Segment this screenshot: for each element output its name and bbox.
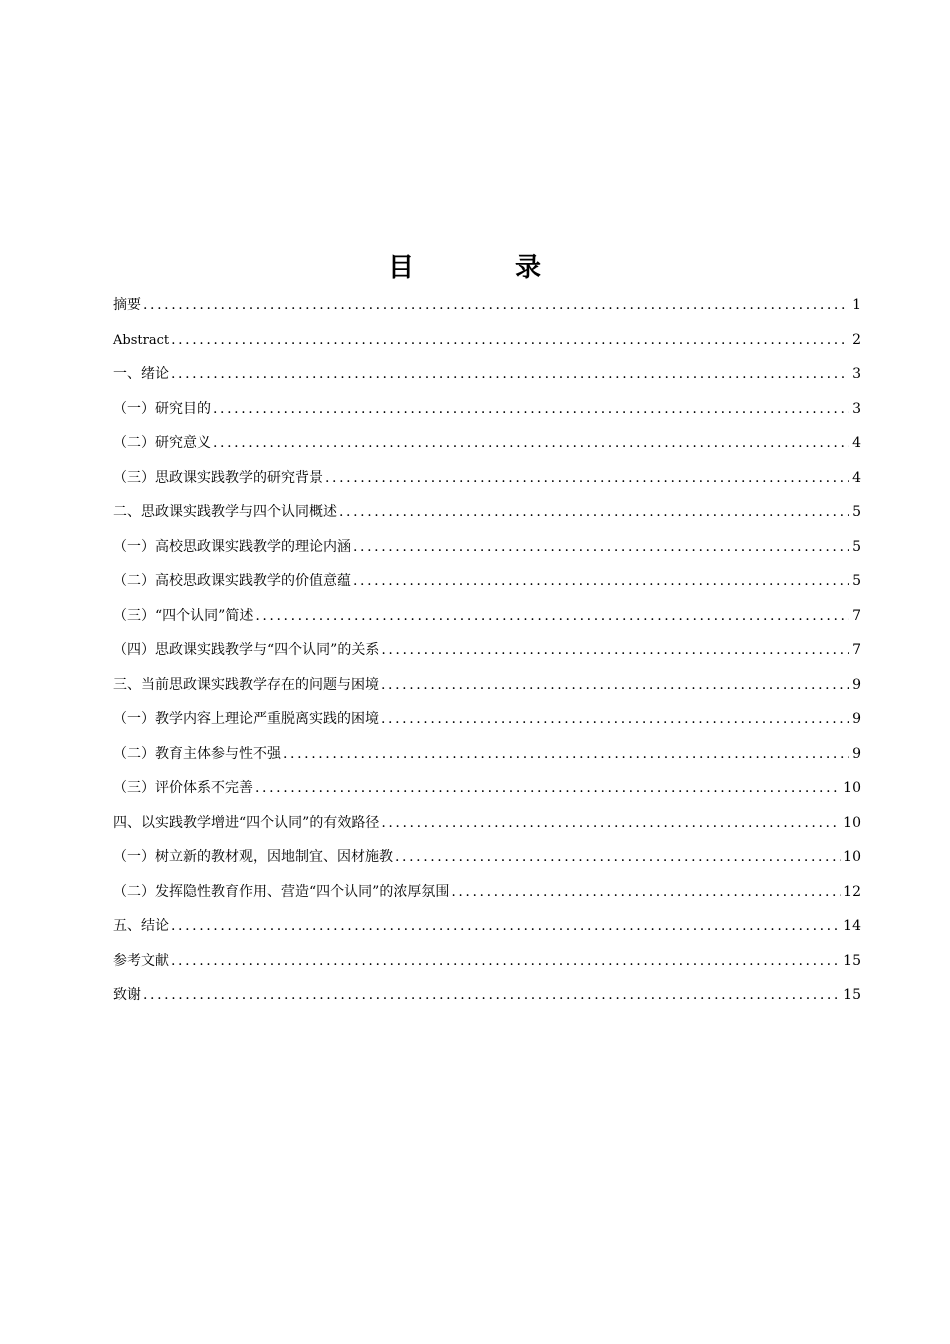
toc-entry-page: 10 (843, 814, 861, 831)
dot-leader (213, 392, 849, 427)
dot-leader (381, 806, 841, 841)
dot-leader (171, 357, 849, 392)
toc-entry[interactable] (113, 806, 861, 841)
toc-entry-page: 9 (852, 745, 861, 762)
table-of-contents (113, 288, 861, 1013)
toc-entry[interactable] (113, 461, 861, 496)
dot-leader (451, 875, 841, 910)
toc-entry-page: 10 (843, 849, 861, 865)
dot-leader (325, 461, 849, 496)
toc-entry-page: 4 (852, 469, 861, 486)
dot-leader (171, 909, 841, 944)
toc-entry-page: 15 (843, 987, 861, 1003)
dot-leader (171, 944, 841, 979)
toc-entry[interactable] (113, 875, 861, 910)
toc-entry-page: 9 (852, 676, 861, 693)
toc-entry[interactable] (113, 944, 861, 979)
dot-leader (353, 564, 849, 599)
dot-leader (255, 599, 849, 634)
toc-entry-label: 参考文献 (113, 952, 169, 969)
dot-leader (143, 978, 841, 1013)
toc-entry-page: 5 (852, 573, 861, 589)
toc-entry-page: 7 (852, 607, 861, 624)
toc-entry[interactable] (113, 633, 861, 668)
dot-leader (213, 426, 849, 461)
toc-entry-label: （一）高校思政课实践教学的理论内涵 (113, 538, 351, 555)
toc-entry-page: 5 (852, 538, 861, 555)
toc-entry-label: （二）教育主体参与性不强 (113, 745, 281, 762)
toc-entry[interactable] (113, 495, 861, 530)
dot-leader (381, 668, 849, 703)
toc-entry-label: Abstract (113, 332, 170, 348)
toc-entry-page: 7 (852, 642, 861, 658)
toc-entry-page: 10 (843, 780, 861, 796)
toc-entry-label: 致谢 (113, 987, 141, 1003)
toc-entry-label: （一）树立新的教材观，因地制宜、因材施教 (113, 849, 393, 865)
toc-entry-label: 摘要 (113, 297, 141, 313)
toc-entry-page: 5 (852, 504, 861, 520)
toc-entry-page: 4 (852, 435, 861, 451)
toc-entry-label: （一）研究目的 (113, 400, 211, 417)
toc-entry[interactable] (113, 599, 861, 634)
dot-leader (353, 530, 849, 565)
toc-entry-label: （一）教学内容上理论严重脱离实践的困境 (113, 711, 379, 727)
toc-entry[interactable] (113, 323, 861, 358)
dot-leader (395, 840, 841, 875)
toc-entry[interactable] (113, 392, 861, 427)
dot-leader (381, 702, 849, 737)
toc-entry-page: 9 (852, 711, 861, 727)
toc-entry-label: 二、思政课实践教学与四个认同概述 (113, 504, 337, 520)
toc-entry-label: （三）评价体系不完善 (113, 780, 253, 796)
toc-entry[interactable] (113, 288, 861, 323)
dot-leader (171, 323, 849, 358)
toc-entry[interactable] (113, 357, 861, 392)
toc-entry-page: 3 (852, 400, 861, 417)
dot-leader (283, 737, 849, 772)
toc-entry[interactable] (113, 840, 861, 875)
toc-entry-label: （二）高校思政课实践教学的价值意蕴 (113, 573, 351, 589)
toc-entry[interactable] (113, 702, 861, 737)
toc-entry-page: 12 (843, 883, 861, 900)
toc-entry[interactable] (113, 668, 861, 703)
toc-entry-label: （二）发挥隐性教育作用、营造“四个认同”的浓厚氛围 (113, 883, 450, 900)
toc-entry-label: 一、绪论 (113, 366, 169, 382)
toc-entry-page: 3 (852, 366, 861, 382)
toc-entry-label: （二）研究意义 (113, 435, 211, 451)
dot-leader (339, 495, 849, 530)
toc-entry-page: 1 (852, 297, 861, 313)
toc-entry-label: （三）思政课实践教学的研究背景 (113, 469, 323, 486)
toc-title: 目 录 (387, 253, 588, 283)
dot-leader (381, 633, 849, 668)
toc-entry[interactable] (113, 737, 861, 772)
toc-entry[interactable] (113, 978, 861, 1013)
dot-leader (255, 771, 841, 806)
toc-entry-page: 15 (843, 952, 861, 969)
toc-entry[interactable] (113, 426, 861, 461)
toc-entry-label: 四、以实践教学增进“四个认同”的有效路径 (113, 814, 380, 831)
toc-entry[interactable] (113, 909, 861, 944)
toc-entry-label: 三、当前思政课实践教学存在的问题与困境 (113, 676, 379, 693)
toc-entry[interactable] (113, 564, 861, 599)
toc-entry-label: （三）“四个认同”简述 (113, 607, 254, 624)
toc-entry-label: （四）思政课实践教学与“四个认同”的关系 (113, 642, 380, 658)
toc-entry-page: 2 (852, 331, 861, 348)
toc-entry-label: 五、结论 (113, 918, 169, 934)
toc-entry[interactable] (113, 771, 861, 806)
toc-entry[interactable] (113, 530, 861, 565)
dot-leader (143, 288, 849, 323)
toc-entry-page: 14 (843, 918, 861, 934)
